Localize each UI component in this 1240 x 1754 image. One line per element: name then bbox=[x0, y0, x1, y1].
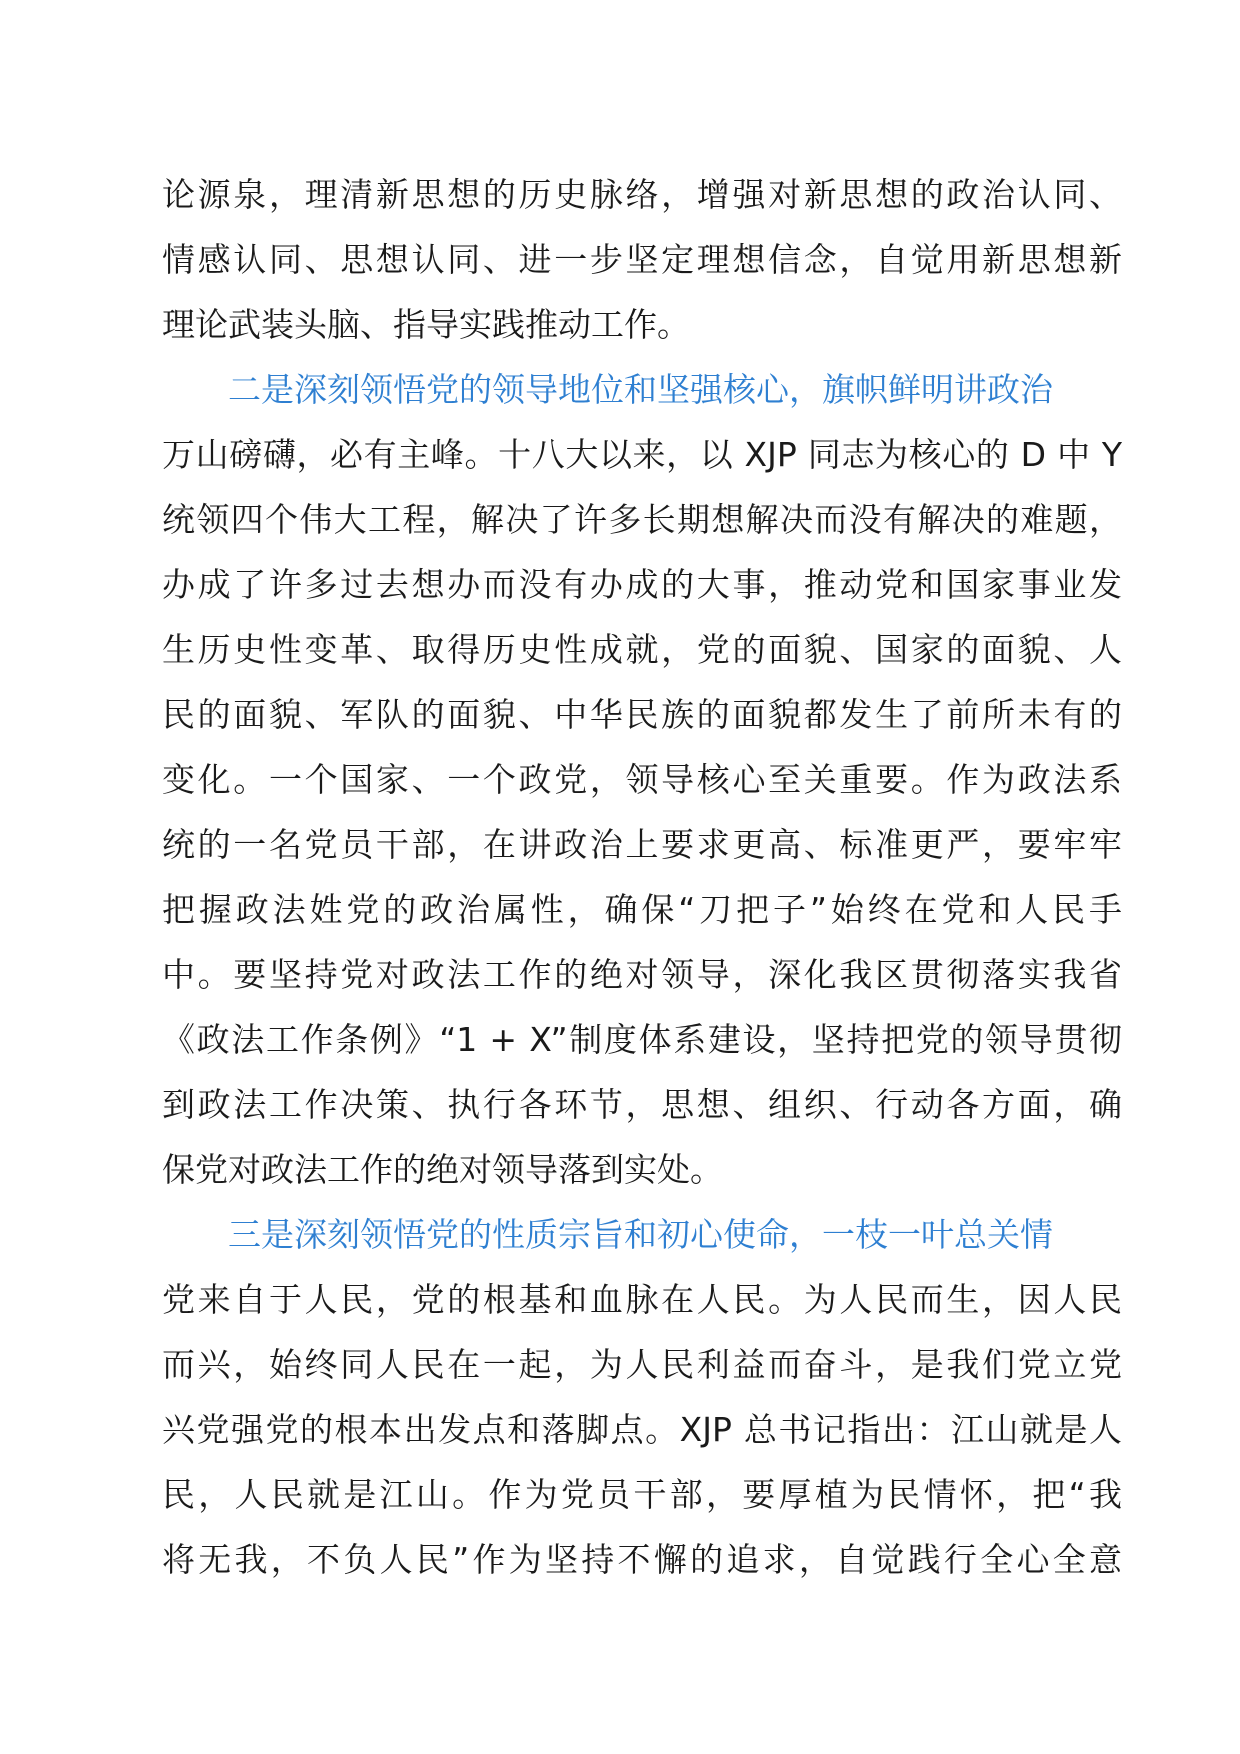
text-line: 把握政法姓党的政治属性，确保“刀把子”始终在党和人民手 bbox=[162, 890, 1122, 929]
text-line: 论源泉，理清新思想的历史脉络，增强对新思想的政治认同、 bbox=[162, 175, 1122, 214]
text-line: 民，人民就是江山。作为党员干部，要厚植为民情怀，把“我 bbox=[162, 1475, 1122, 1514]
text-line: 办成了许多过去想办而没有办成的大事，推动党和国家事业发 bbox=[162, 565, 1122, 604]
section-heading: 三是深刻领悟党的性质宗旨和初心使命，一枝一叶总关情 bbox=[228, 1215, 1053, 1254]
text-line: 中。要坚持党对政法工作的绝对领导，深化我区贯彻落实我省 bbox=[162, 955, 1122, 994]
text-line: 到政法工作决策、执行各环节，思想、组织、行动各方面，确 bbox=[162, 1085, 1122, 1124]
text-line: 《政法工作条例》“1 + X”制度体系建设，坚持把党的领导贯彻 bbox=[162, 1020, 1122, 1059]
text-line: 理论武装头脑、指导实践推动工作。 bbox=[162, 305, 690, 344]
text-line: 统领四个伟大工程，解决了许多长期想解决而没有解决的难题， bbox=[162, 500, 1122, 539]
text-line: 民的面貌、军队的面貌、中华民族的面貌都发生了前所未有的 bbox=[162, 695, 1122, 734]
text-line: 统的一名党员干部，在讲政治上要求更高、标准更严，要牢牢 bbox=[162, 825, 1122, 864]
text-line: 万山磅礴，必有主峰。十八大以来，以 XJP 同志为核心的 D 中 Y bbox=[162, 435, 1122, 474]
text-line: 生历史性变革、取得历史性成就，党的面貌、国家的面貌、人 bbox=[162, 630, 1122, 669]
section-heading: 二是深刻领悟党的领导地位和坚强核心，旗帜鲜明讲政治 bbox=[228, 370, 1053, 409]
text-line: 而兴，始终同人民在一起，为人民利益而奋斗，是我们党立党 bbox=[162, 1345, 1122, 1384]
text-line: 将无我，不负人民”作为坚持不懈的追求，自觉践行全心全意 bbox=[162, 1540, 1122, 1579]
text-line: 情感认同、思想认同、进一步坚定理想信念，自觉用新思想新 bbox=[162, 240, 1122, 279]
text-line: 兴党强党的根本出发点和落脚点。XJP 总书记指出：江山就是人 bbox=[162, 1410, 1122, 1449]
text-line: 保党对政法工作的绝对领导落到实处。 bbox=[162, 1150, 723, 1189]
text-line: 变化。一个国家、一个政党，领导核心至关重要。作为政法系 bbox=[162, 760, 1122, 799]
text-line: 党来自于人民，党的根基和血脉在人民。为人民而生，因人民 bbox=[162, 1280, 1122, 1319]
document-body bbox=[162, 162, 1122, 1592]
